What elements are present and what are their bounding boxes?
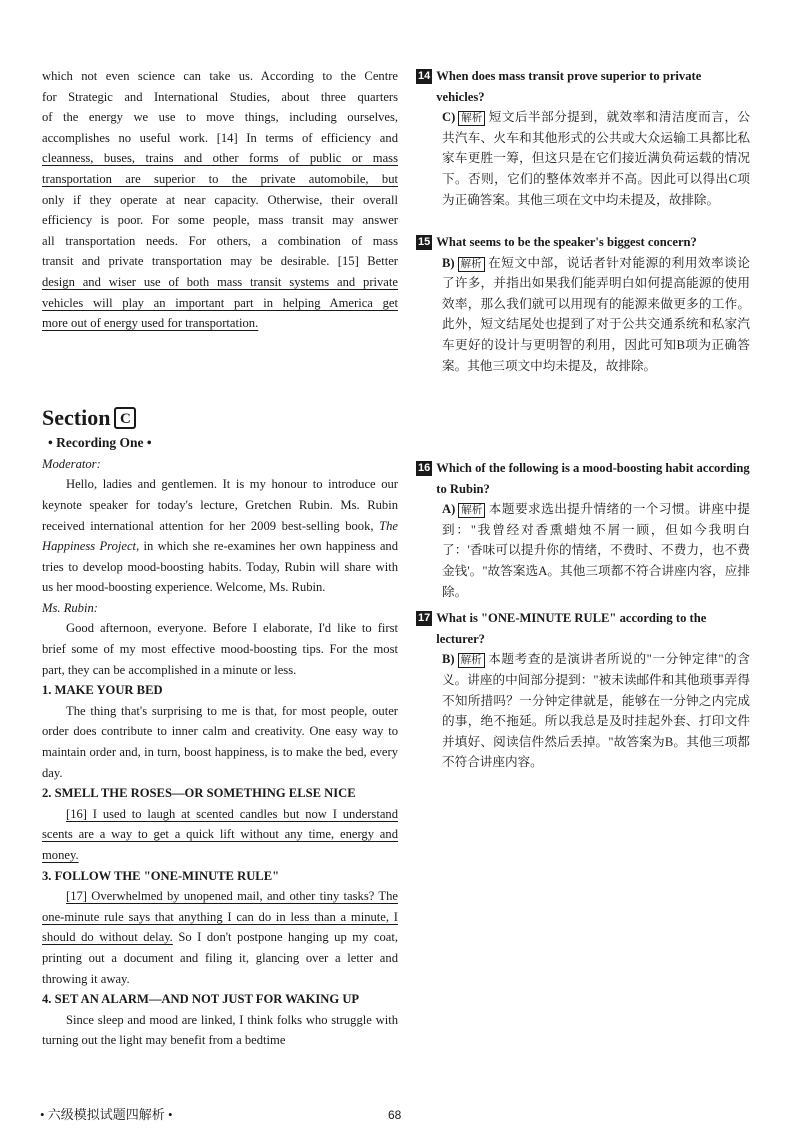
intro-line: which not even science can take us. According to the Centre: [42, 69, 398, 83]
section-title: Section: [42, 404, 111, 430]
moderator-speech: Hello, ladies and gentlemen. It is my honour to introduce our keynote speaker for today's lecture, Gretchen Rubin. Ms. Rubin received international attention for her 2009 best-selling book, The Happiness Project, in which she re-examines her own happiness and tries to develop mood-boosting habits. Today, Rubin will share with us her mood-boosting experience. Welcome, Ms. Rubin.: [42, 477, 398, 595]
intro-line: more out of energy used for transportation.: [42, 316, 259, 331]
question-heading: [416, 608, 750, 649]
tip3-rest: So I don't postpone hanging up my coat, printing out a document and filing it, glancing over a letter and throwing it away.: [42, 930, 398, 986]
page-number: 68: [388, 1108, 402, 1122]
analysis-tag: 解析: [458, 257, 485, 272]
moderator-label: Moderator:: [42, 456, 101, 471]
question-number-badge: 16: [418, 462, 431, 474]
answer-letter: A): [442, 502, 456, 517]
answer-letter: B): [442, 652, 455, 667]
left-column: [42, 66, 398, 1051]
answer-letter: C): [442, 110, 456, 125]
explanation-text: 短文后半部分提到，就效率和清洁度而言，公共汽车、火车和其他形式的公共或大众运输工具都比私家车更胜一筹，但这只是在它们接近满负荷运载的情况下。否则，它们的整体效率并不高。因此可以得出C项为正确答案。其他三项在文中均未提及，故排除。: [442, 110, 750, 207]
right-column: [416, 66, 750, 779]
question-heading: [416, 66, 750, 107]
question-text: Which of the following is a mood-boosting habit according to Rubin?: [436, 461, 750, 496]
answer-explanation: [416, 499, 750, 602]
intro-line: transportation are superior to the private automobile, but: [42, 171, 398, 186]
question-number-badge: 17: [418, 612, 431, 625]
question-heading: [416, 458, 750, 499]
explanation-text: 本题要求选出提升情绪的一个习惯。讲座中提到："我曾经对香熏蜡烛不屑一顾，但如今我明白了：'香味可以提升你的情绪，不费时、不费力，也不费金钱'。"故答案选A。其他三项都不符合讲座内容，应排除。: [442, 502, 750, 599]
intro-line: transit and private transportation may be desirable. [15] Better: [42, 254, 398, 269]
book-title: The Happiness Project: [42, 518, 398, 554]
footer-title: • 六级模拟试题四解析 •: [40, 1107, 173, 1122]
answer-explanation: [416, 107, 750, 210]
tip1-text: The thing that's surprising to me is that, for most people, outer order does contribute to inner calm and creativity. One easy way to maintain order and, in turn, boost happiness, is to make the bed, every day.: [42, 703, 398, 780]
speaker-label: Ms. Rubin:: [42, 600, 98, 615]
question-heading: [416, 232, 750, 253]
intro-line: only if they operate at near capacity. Otherwise, their overall: [42, 192, 398, 207]
intro-line: for Strategic and International Studies, about three quarters: [42, 89, 398, 104]
speaker-intro: Good afternoon, everyone. Before I elaborate, I'd like to first brief some of my most effective mood-boosting tips. For the most part, they can be accomplished in a minute or less.: [42, 621, 398, 677]
intro-line: accomplishes no useful work. [14] In terms of efficiency and: [42, 130, 398, 145]
answer-explanation: [416, 253, 750, 377]
question-text: When does mass transit prove superior to private vehicles?: [436, 69, 702, 104]
tip3-underlined: [17] Overwhelmed by unopened mail, and other tiny tasks? The one-minute rule says that anything I can do in less than a minute, I should do without delay.: [42, 889, 398, 945]
intro-line: all transportation needs. For others, a combination of mass: [42, 233, 398, 248]
question-number-badge: 15: [418, 236, 431, 248]
tip2-heading: 2. SMELL THE ROSES—OR SOMETHING ELSE NICE: [42, 786, 356, 801]
answer-letter: B): [442, 255, 455, 270]
question-block: [416, 458, 750, 602]
tip3-heading: 3. FOLLOW THE "ONE-MINUTE RULE": [42, 868, 280, 883]
intro-line: vehicles will play an important part in helping America get: [42, 295, 398, 310]
question-block: [416, 232, 750, 438]
tip1-heading: 1. MAKE YOUR BED: [42, 683, 163, 698]
intro-line: of the energy we use to move things, including ourselves,: [42, 110, 398, 125]
recording-title: • Recording One •: [48, 434, 152, 450]
tip2-text: [16] I used to laugh at scented candles but now I understand scents are a way to get a quick lift without any time, energy and money.: [42, 806, 398, 862]
answer-explanation: [416, 649, 750, 773]
explanation-text: 本题考查的是演讲者所说的"一分钟定律"的含义。讲座的中间部分提到："被未读邮件和其他琐事弄得不知所措吗？一分钟定律就是，能够在一分钟之内完成的事，绝不拖延。所以我总是及时挂起外套、打印文件并填好、阅读信件然后丢掉。"故答案为B。其他三项都不符合讲座内容。: [442, 652, 750, 770]
question-text: What seems to be the speaker's biggest concern?: [436, 235, 697, 249]
intro-passage: [42, 66, 398, 334]
intro-line: design and wiser use of both mass transit systems and private: [42, 274, 398, 289]
tip4-text: Since sleep and mood are linked, I think folks who struggle with turning out the light may benefit from a bedtime: [42, 1012, 398, 1048]
intro-line: cleanness, buses, trains and other forms of public or mass: [42, 151, 398, 166]
analysis-tag: 解析: [458, 503, 485, 518]
tip4-heading: 4. SET AN ALARM—AND NOT JUST FOR WAKING UP: [42, 992, 360, 1007]
tip3-text: [42, 886, 398, 989]
question-text: What is "ONE-MINUTE RULE" according to the lecturer?: [436, 611, 707, 646]
section-heading: [42, 404, 398, 432]
analysis-tag: 解析: [458, 111, 485, 126]
intro-line: efficiency is poor. For some people, mass transit may answer: [42, 213, 398, 228]
explanation-text: 在短文中部，说话者针对能源的利用效率谈论了许多，并指出如果我们能弄明白如何提高能源的使用效率，那么我们就可以用现有的能源来做更多的工作。此外，短文结尾处也提到了对于公共交通系统和私家汽车更好的设计与更明智的利用，因此可知B项为正确答案。其他三项文中均未提及，故排除。: [442, 255, 750, 373]
section-letter-badge: C: [114, 407, 136, 429]
question-block: [416, 66, 750, 226]
question-block: [416, 608, 750, 773]
question-number-badge: 14: [418, 70, 431, 82]
analysis-tag: 解析: [458, 653, 485, 668]
